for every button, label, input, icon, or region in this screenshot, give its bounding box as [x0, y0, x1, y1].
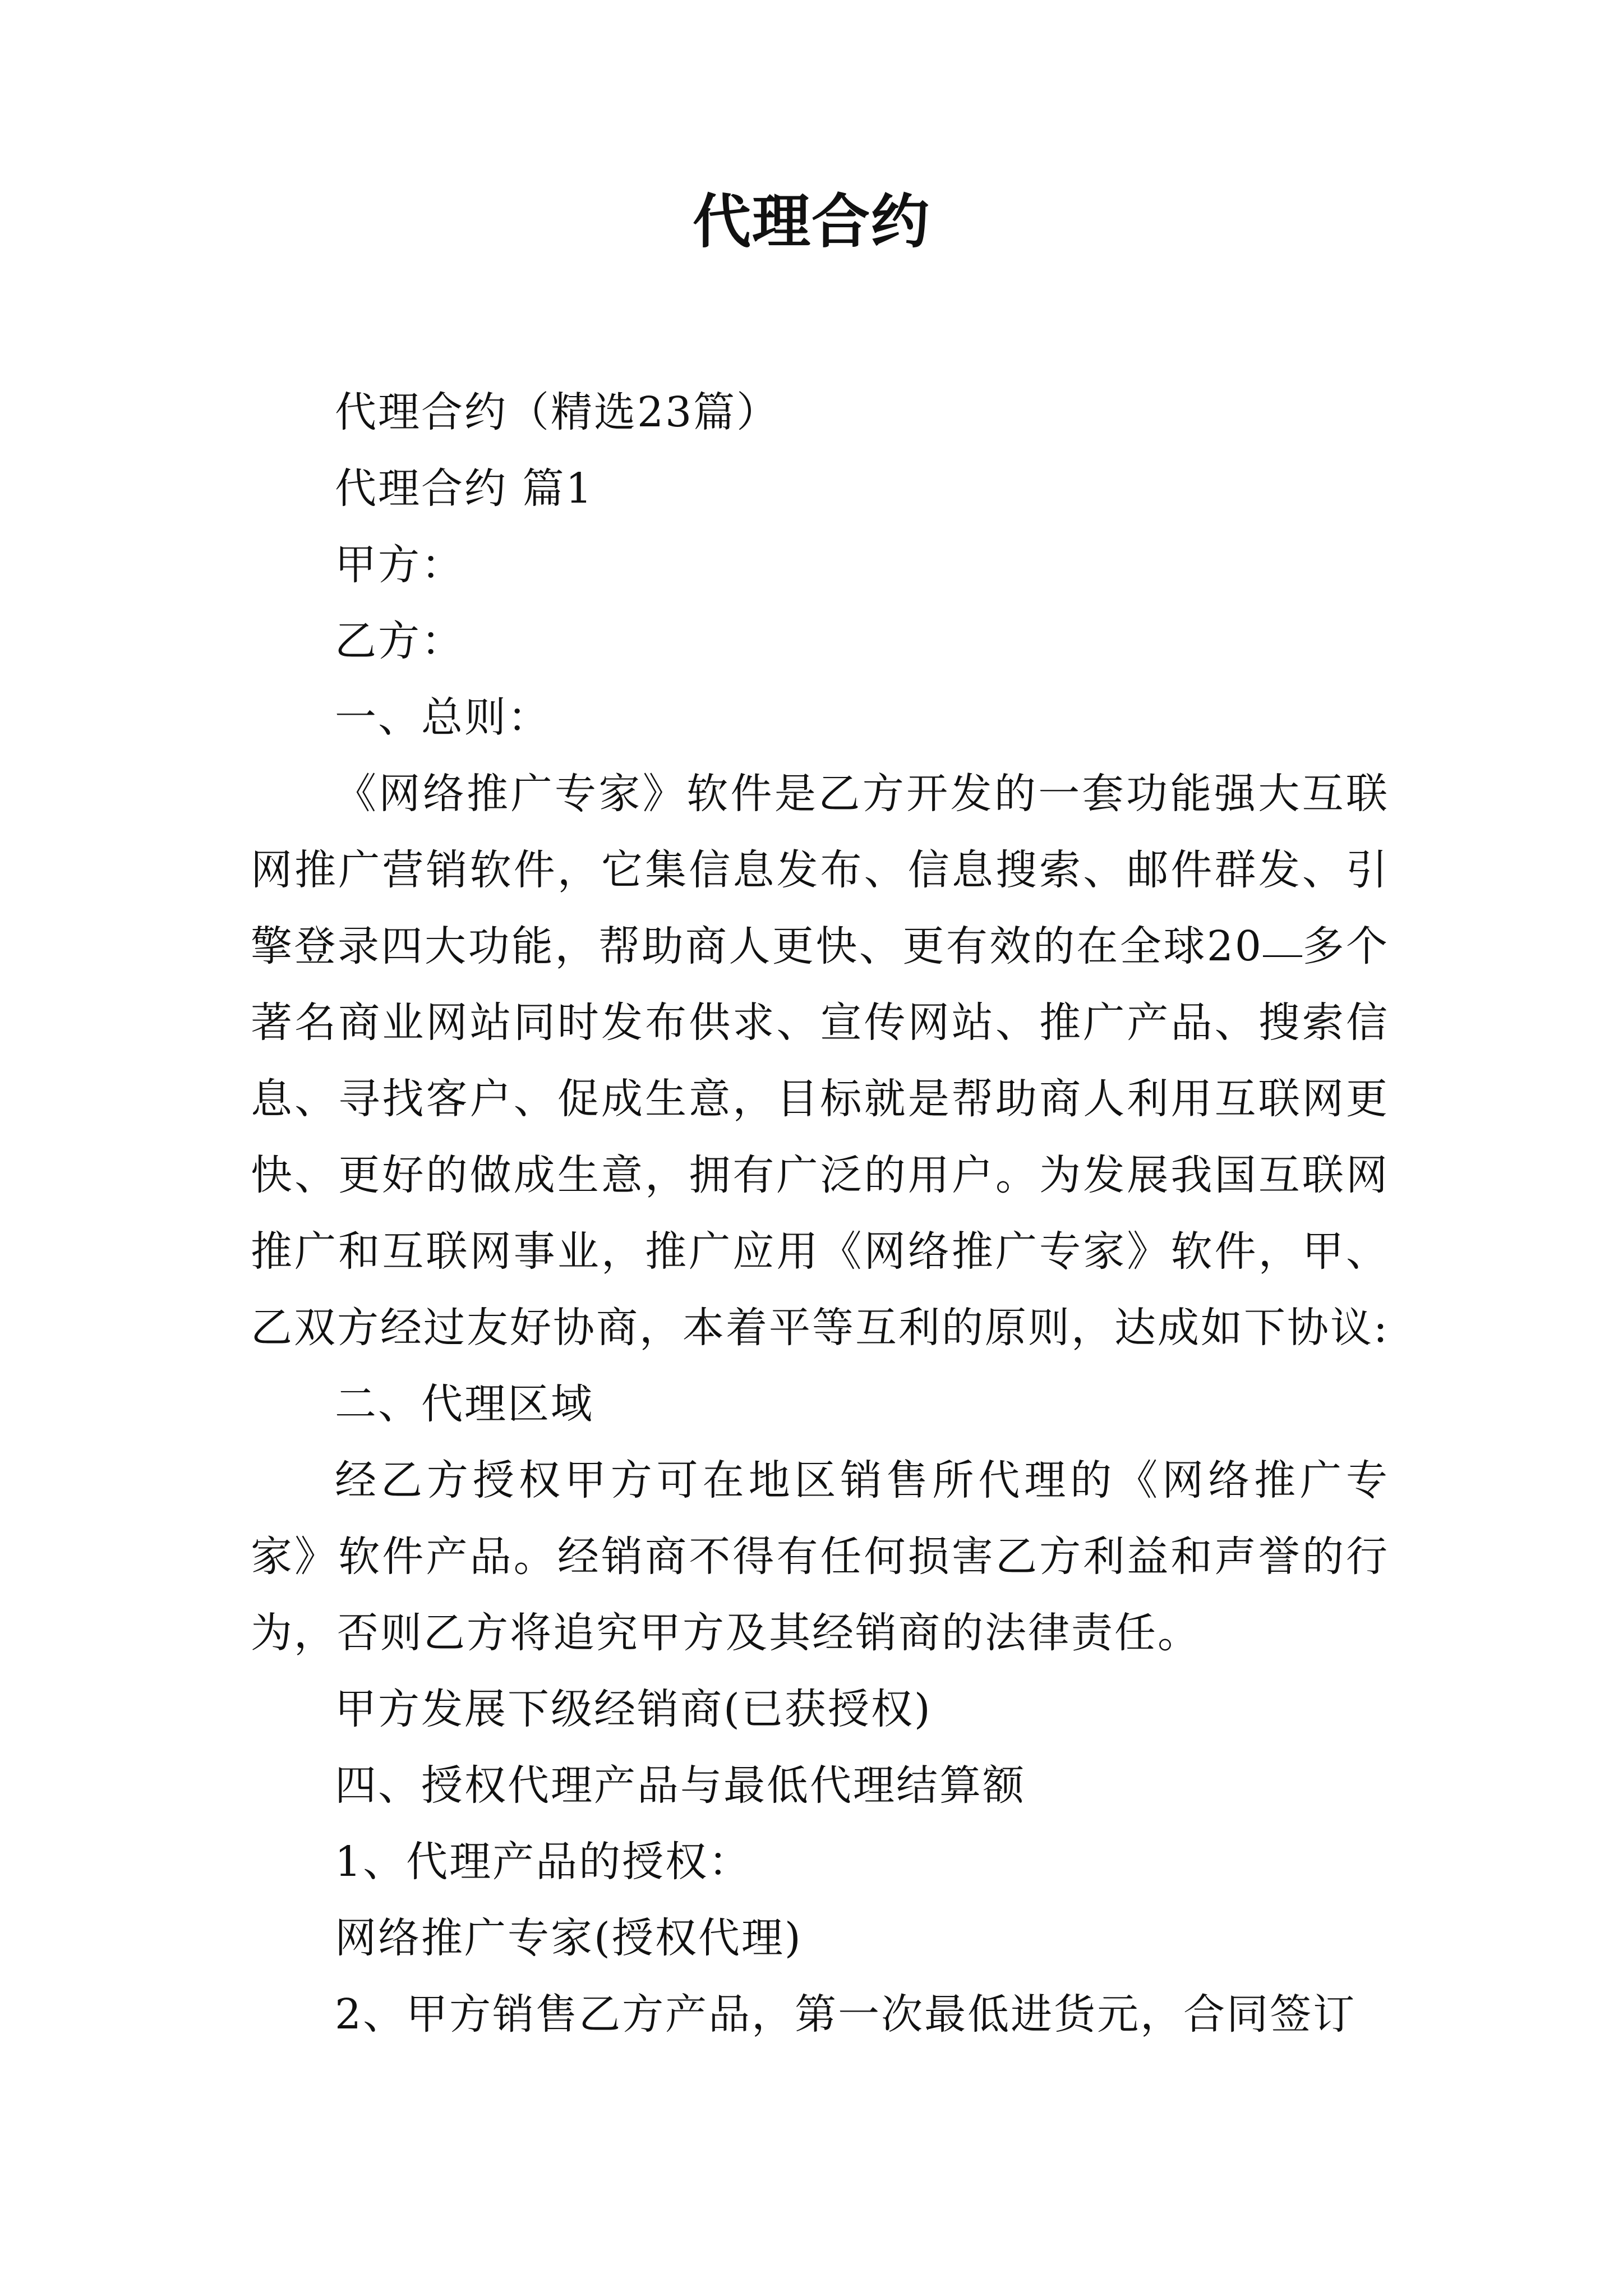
- fill-blank-line: [1263, 955, 1302, 957]
- document-body: [251, 374, 1389, 2053]
- paragraph-region-text: 经乙方授权甲方可在地区销售所代理的《网络推广专家》软件产品。经销商不得有任何损害乙方利益和声誉的行为，否则乙方将追究甲方及其经销商的法律责任。: [251, 1456, 1389, 1657]
- paragraph-first-order: 2、甲方销售乙方产品，第一次最低进货元，合同签订: [335, 1990, 1357, 2039]
- paragraph-section-1: 代理合约 篇1: [335, 464, 594, 513]
- document-title: 代理合约: [692, 187, 930, 256]
- paragraph-product-name: 网络推广专家(授权代理): [335, 1914, 803, 1962]
- paragraph-products-heading: 四、授权代理产品与最低代理结算额: [335, 1761, 1026, 1810]
- paragraph-subtitle: 代理合约（精选23篇）: [335, 388, 780, 436]
- paragraph-general-text: [251, 756, 1389, 1366]
- general-text-before-blank: 《网络推广专家》软件是乙方开发的一套功能强大互联网推广营销软件，它集信息发布、信息搜索、邮件群发、引擎登录四大功能，帮助商人更快、更有效的在全球20: [251, 770, 1389, 970]
- paragraph-product-authorization: 1、代理产品的授权：: [335, 1838, 752, 1886]
- general-text-after-blank: 多个著名商业网站同时发布供求、宣传网站、推广产品、搜索信息、寻找客户、促成生意，目标就是帮助商人利用互联网更快、更好的做成生意，拥有广泛的用户。为发展我国互联网推广和互联网事业，推广应用《网络推广专家》软件，甲、乙双方经过友好协商，本着平等互利的原则，达成如下协议:: [251, 922, 1390, 1352]
- paragraph-region-heading: 二、代理区域: [335, 1380, 594, 1428]
- paragraph-general-heading: 一、总则：: [335, 693, 551, 742]
- paragraph-party-b: 乙方：: [335, 617, 464, 665]
- paragraph-party-a: 甲方：: [335, 541, 464, 589]
- paragraph-sub-dealers: 甲方发展下级经销商(已获授权): [335, 1685, 932, 1733]
